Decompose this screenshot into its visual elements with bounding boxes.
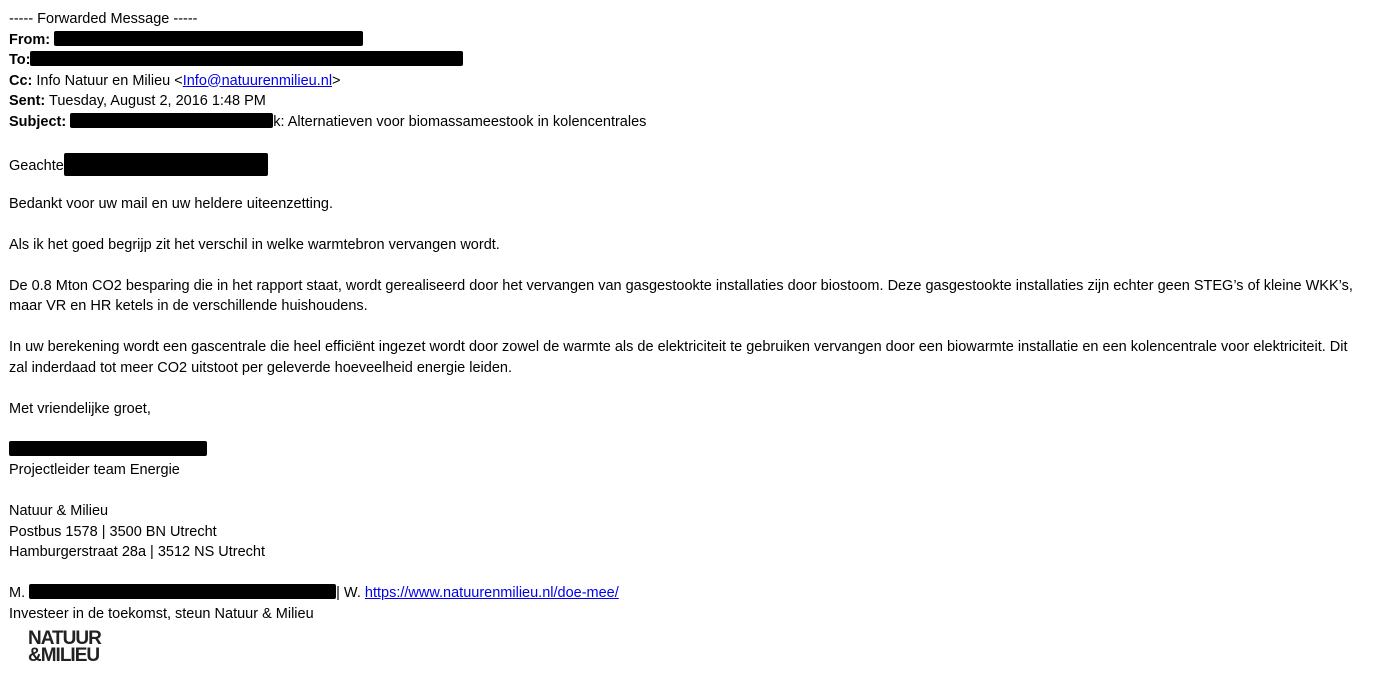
spacer (9, 132, 1369, 153)
from-label: From: (9, 31, 51, 48)
forwarded-header: ----- Forwarded Message ----- (9, 11, 198, 27)
website-label: | W. (336, 585, 365, 601)
mobile-label: M. (9, 585, 26, 601)
spacer (9, 419, 1369, 440)
signature-name-line (9, 440, 1369, 461)
spacer (9, 378, 1369, 399)
spacer (9, 563, 1369, 584)
paragraph-1: Bedankt voor uw mail en uw heldere uiteenzetting. (9, 195, 334, 212)
cc-label: Cc: (9, 72, 33, 89)
paragraph-4: In uw berekening wordt een gascentrale die heel efficiënt ingezet wordt door zowel de warmte als de elektriciteit te gebruiken vervangen door een biowarmte installatie en een kolencentrale voor elektriciteit. Dit zal inderdaad tot meer CO2 uitstoot per geleverde hoeveelheid energie leiden. (9, 339, 1348, 376)
subject-value: k: Alternatieven voor biomassameestook in kolencentrales (273, 113, 647, 130)
to-line (9, 50, 1369, 71)
invest-line: Investeer in de toekomst, steun Natuur & Milieu (9, 605, 314, 622)
cc-line (9, 71, 1369, 92)
subject-line (9, 112, 1369, 133)
closing: Met vriendelijke groet, (9, 400, 151, 417)
website-link[interactable]: https://www.natuurenmilieu.nl/doe-mee/ (364, 585, 619, 601)
to-label: To: (9, 52, 31, 68)
spacer (9, 255, 1369, 276)
sent-line (9, 91, 1369, 112)
email-body (9, 9, 1369, 664)
spacer (9, 317, 1369, 338)
redacted-block (30, 51, 463, 66)
spacer (9, 214, 1369, 235)
spacer (9, 173, 1369, 194)
paragraph-3: De 0.8 Mton CO2 besparing die in het rapport staat, wordt gerealiseerd door het vervangen van gasgestookte installaties door biostoom. Deze gasgestookte installaties zijn echter geen STEG’s of kleine WKK’s, maar VR en HR ketels in de verschillende huishoudens. (9, 277, 1353, 314)
spacer (9, 481, 1369, 502)
greeting: Geachte (9, 157, 64, 174)
paragraph-2: Als ik het goed begrijp zit het verschil in welke warmtebron vervangen wordt. (9, 236, 500, 253)
natuur-milieu-logo (28, 630, 138, 664)
from-line (9, 30, 1369, 51)
greeting-line (9, 153, 1369, 174)
logo-line-2: &MILIEU (28, 645, 100, 666)
contact-line (9, 583, 1369, 604)
sent-value: Tuesday, August 2, 2016 1:48 PM (45, 93, 266, 109)
cc-name: Info Natuur en Milieu < (32, 72, 183, 89)
cc-close: > (332, 72, 341, 89)
redacted-block (64, 153, 268, 176)
subject-label: Subject: (9, 113, 67, 130)
sent-label: Sent: (9, 93, 46, 109)
redacted-block (9, 441, 207, 456)
redacted-block (70, 113, 273, 128)
signature-postbus: Postbus 1578 | 3500 BN Utrecht (9, 523, 217, 540)
logo-line-1: NATUUR (28, 628, 101, 649)
signature-role: Projectleider team Energie (9, 462, 180, 478)
redacted-block (54, 31, 363, 46)
cc-email-link[interactable]: Info@natuurenmilieu.nl (182, 72, 333, 89)
signature-address: Hamburgerstraat 28a | 3512 NS Utrecht (9, 544, 266, 560)
redacted-block (29, 584, 336, 599)
signature-org: Natuur & Milieu (9, 503, 109, 519)
